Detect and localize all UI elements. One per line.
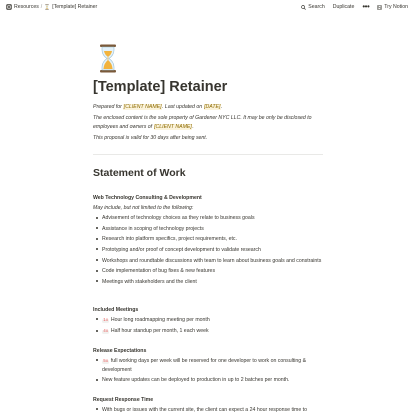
release-list	[93, 357, 323, 384]
client-name-placeholder: [CLIENT NAME]	[154, 123, 192, 130]
hourglass-icon	[44, 4, 50, 10]
search-button[interactable]	[301, 4, 324, 10]
intro-prepared-for	[93, 103, 321, 111]
list-item-text: Hour long roadmapping meeting per month	[109, 317, 210, 324]
top-actions	[293, 3, 408, 11]
intro-text: .	[192, 123, 194, 130]
list-item-text: Half hour standup per month, 1 each week	[109, 328, 209, 335]
breadcrumb-item-current[interactable]	[44, 4, 97, 10]
divider	[93, 154, 323, 155]
list-item	[93, 376, 323, 384]
inline-code: 4x	[103, 330, 109, 335]
list-item: Prototyping and/or proof of concept development to validate research	[93, 246, 323, 254]
subsection-note: May include, but not limited to the following:	[93, 205, 194, 212]
breadcrumb-label: [Template] Retainer	[52, 4, 98, 10]
breadcrumb-label: Resources	[14, 4, 39, 10]
intro-property-notice	[93, 114, 321, 131]
subsection-heading: Web Technology Consulting & Development	[93, 195, 202, 201]
list-item: Research into platform specifics, project requirements, etc.	[93, 235, 323, 243]
search-label: Search	[308, 4, 325, 10]
list-item-text: full working days per week will be reserved for one developer to work on consulting & development	[102, 358, 307, 373]
subsection-heading: Included Meetings	[93, 307, 139, 313]
try-notion-label: Try Notion	[384, 4, 408, 10]
list-item: With bugs or issues with the current site, the client can expect a 24 hour response time to	[93, 406, 323, 414]
search-icon	[301, 5, 306, 10]
list-item	[93, 327, 323, 336]
list-item-text: New feature updates can be deployed to production in up to 2 batches per month.	[102, 377, 290, 384]
client-name-placeholder: [CLIENT NAME]	[123, 104, 162, 110]
more-options-icon[interactable]: •••	[362, 2, 370, 11]
duplicate-label: Duplicate	[332, 4, 355, 10]
list-item	[93, 357, 323, 374]
meetings-section	[93, 306, 323, 338]
breadcrumb	[6, 4, 97, 10]
intro-text: Prepared for	[93, 104, 124, 110]
response-section	[93, 396, 323, 417]
web-consulting-list	[93, 214, 323, 286]
hourglass-icon	[99, 44, 117, 73]
try-notion-button[interactable]	[377, 4, 408, 10]
inline-code: 1x	[103, 319, 109, 324]
inline-code: 5x	[103, 360, 109, 365]
meetings-list	[93, 316, 323, 336]
release-section	[93, 347, 323, 387]
list-item: Meetings with stakeholders and the client	[93, 278, 323, 286]
intro-text: .	[220, 104, 223, 110]
list-item	[93, 316, 323, 325]
date-placeholder: [DATE]	[204, 104, 221, 110]
response-list	[93, 406, 323, 414]
breadcrumb-separator: /	[40, 4, 43, 10]
intro-text: . Last updated on	[162, 104, 204, 110]
top-bar	[0, 0, 415, 14]
list-item: Workshops and roundtable discussions with team to learn about business goals and constraints	[93, 257, 323, 265]
notion-logo-icon	[377, 5, 382, 10]
intro-text: The enclosed content is the sole property of Gardener NYC LLC. It may be only be disclosed to employees and owners of	[93, 115, 312, 130]
intro-validity: This proposal is valid for 30 days after being sent.	[93, 134, 208, 141]
subsection-heading: Release Expectations	[93, 348, 147, 354]
list-item: Code implementation of bug fixes & new features	[93, 267, 323, 275]
list-item: Assistance in scoping of technology projects	[93, 225, 323, 233]
web-consulting-section	[93, 194, 323, 289]
resources-icon	[6, 4, 12, 10]
subsection-heading: Request Response Time	[93, 397, 154, 403]
intro-block	[93, 103, 321, 145]
breadcrumb-item-resources[interactable]	[6, 4, 39, 10]
list-item: Advisement of technology choices as they relate to business goals	[93, 214, 323, 222]
section-heading: Statement of Work	[93, 167, 186, 179]
page-title: [Template] Retainer	[93, 79, 228, 95]
duplicate-button[interactable]	[333, 4, 355, 10]
